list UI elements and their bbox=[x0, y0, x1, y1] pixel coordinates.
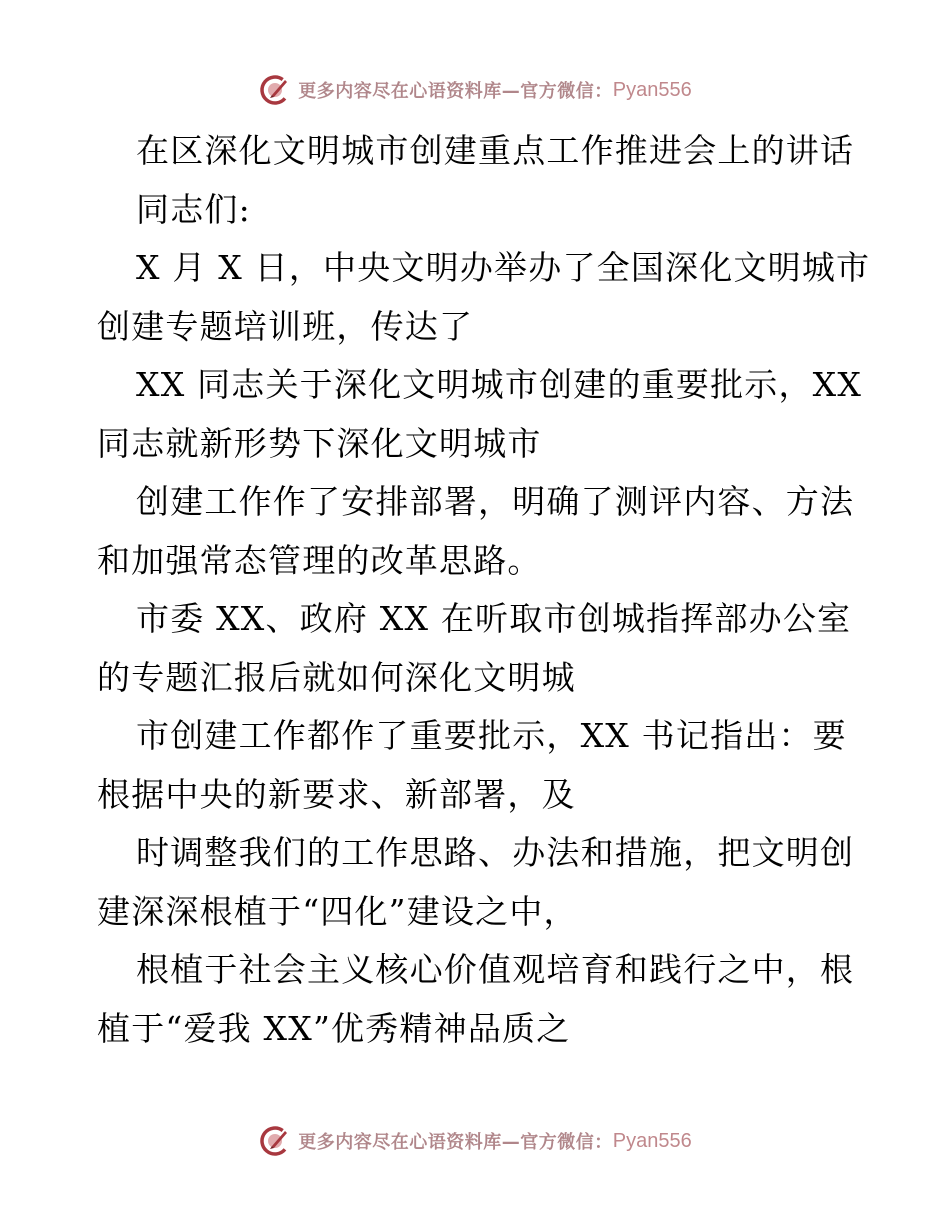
paragraph-line: 和加强常态管理的改革思路。 bbox=[97, 540, 542, 580]
paragraph-line: X 月 X 日，中央文明办举办了全国深化文明城市 bbox=[136, 248, 871, 287]
paragraph-line: 市创建工作都作了重要批示，XX 书记指出：要 bbox=[136, 716, 847, 755]
paragraph-line: 时调整我们的工作思路、办法和措施，把文明创 bbox=[136, 833, 855, 872]
paragraph-line: 植于“爱我 XX”优秀精神品质之 bbox=[97, 1008, 571, 1048]
paragraph-line: 创建工作作了安排部署，明确了测评内容、方法 bbox=[136, 482, 855, 521]
paragraph-line: 根植于社会主义核心价值观培育和践行之中，根 bbox=[136, 950, 855, 989]
ink-brush-logo-icon bbox=[258, 73, 292, 107]
document-body bbox=[97, 122, 871, 1058]
watermark-text: 更多内容尽在心语资料库—官方微信： bbox=[298, 1132, 613, 1153]
watermark-id: Pyan556 bbox=[612, 78, 692, 101]
watermark-text: 更多内容尽在心语资料库—官方微信： bbox=[298, 81, 613, 102]
paragraph-line: 市委 XX、政府 XX 在听取市创城指挥部办公室 bbox=[136, 599, 852, 638]
document-title: 在区深化文明城市创建重点工作推进会上的讲话 bbox=[136, 131, 855, 170]
ink-brush-logo-icon bbox=[258, 1124, 292, 1158]
paragraph-line: 同志们: bbox=[136, 189, 251, 229]
paragraph-line: 的专题汇报后就如何深化文明城 bbox=[97, 657, 576, 697]
paragraph-line: 同志就新形势下深化文明城市 bbox=[97, 423, 542, 463]
header-watermark bbox=[0, 70, 950, 110]
paragraph-line: 根据中央的新要求、新部署，及 bbox=[97, 774, 576, 814]
paragraph-line: 建深深根植于“四化”建设之中， bbox=[97, 891, 578, 931]
watermark-id: Pyan556 bbox=[612, 1129, 692, 1152]
footer-watermark bbox=[0, 1121, 950, 1161]
paragraph-line: 创建专题培训班，传达了 bbox=[97, 306, 474, 346]
paragraph-line: XX 同志关于深化文明城市创建的重要批示，XX bbox=[136, 365, 863, 404]
